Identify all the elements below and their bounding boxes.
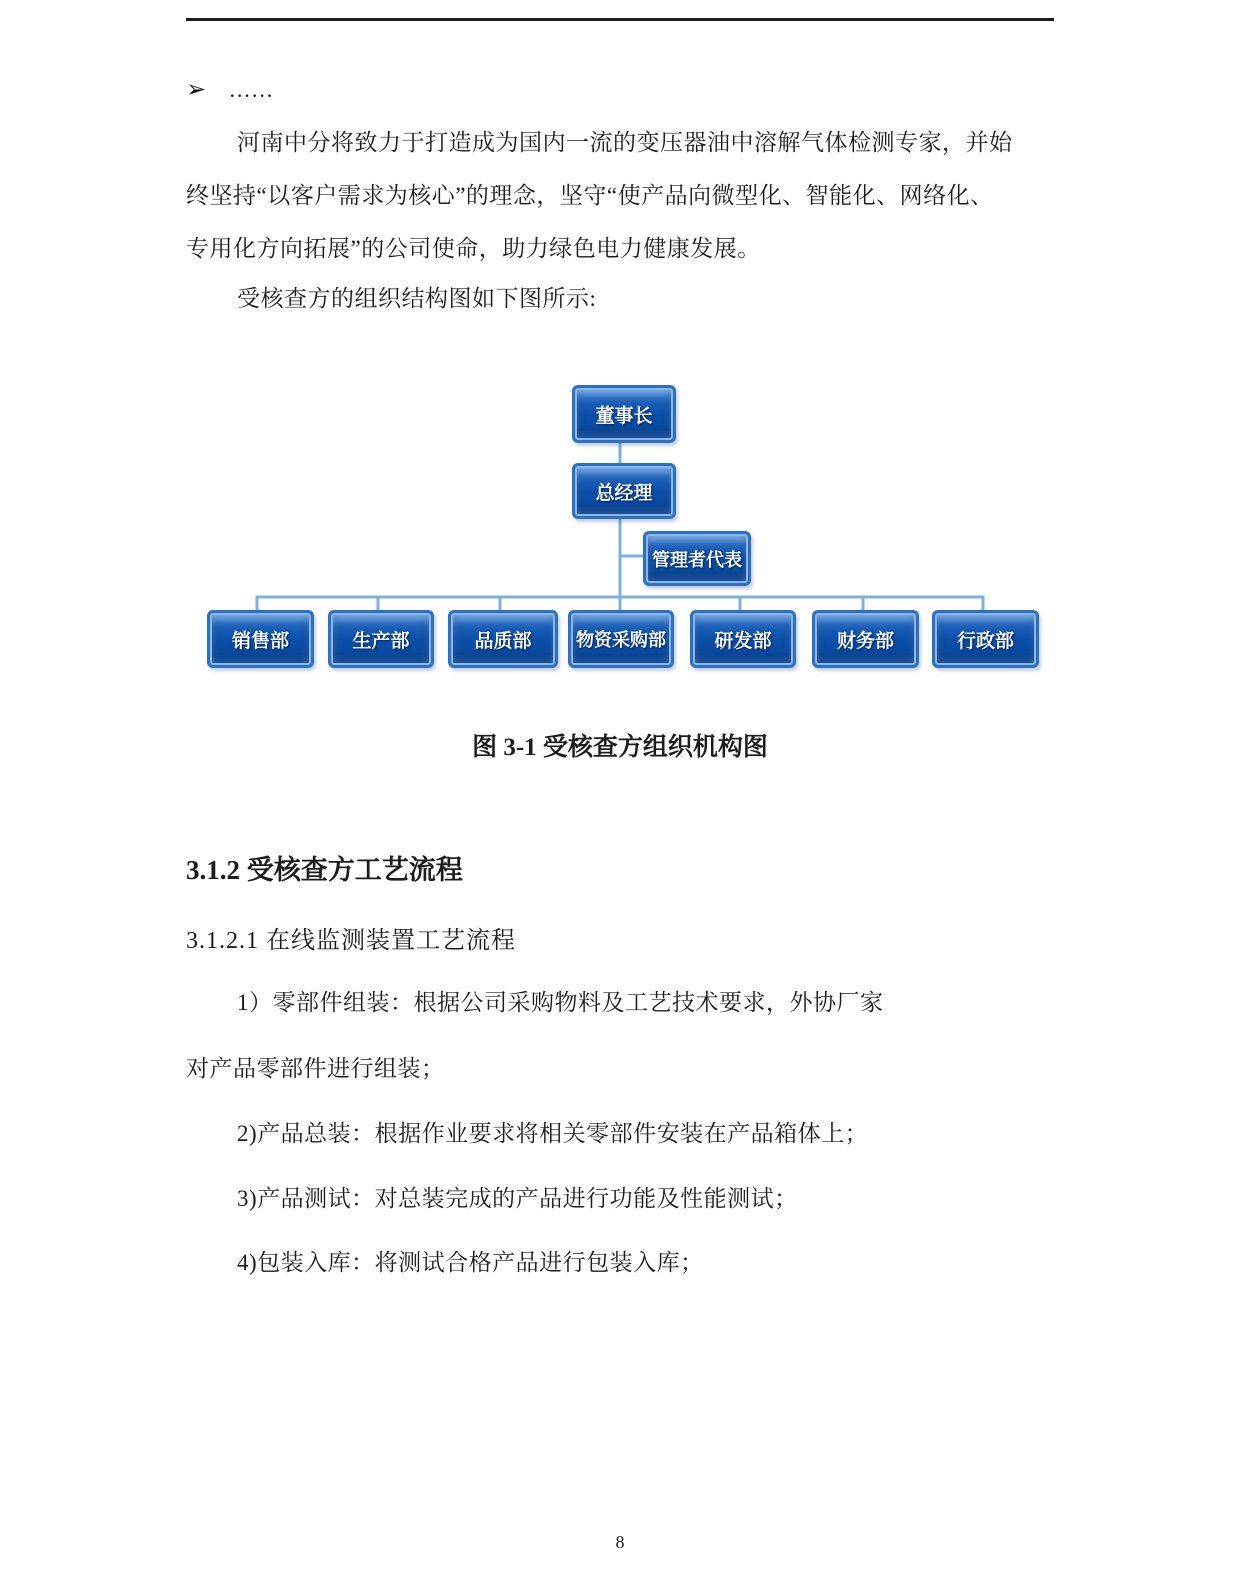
org-node-general-manager: 总经理	[572, 463, 676, 519]
intro-paragraph-line-2: 终坚持“以客户需求为核心”的理念，坚守“使产品向微型化、智能化、网络化、	[186, 183, 994, 208]
page-number: 8	[615, 1532, 625, 1552]
bullet-item	[186, 74, 1066, 105]
org-node-management-rep: 管理者代表	[643, 531, 751, 586]
arrow-bullet-icon: ➢	[186, 75, 207, 103]
process-step-1-line-1: 1）零部件组装：根据公司采购物料及工艺技术要求，外协厂家	[237, 990, 884, 1015]
org-node-dept-quality: 品质部	[448, 610, 558, 668]
org-node-dept-procurement: 物资采购部	[568, 610, 674, 668]
intro-paragraph-line-3: 专用化方向拓展”的公司使命，助力绿色电力健康发展。	[186, 236, 761, 261]
process-step-2: 2)产品总装：根据作业要求将相关零部件安装在产品箱体上；	[237, 1121, 869, 1146]
process-step-4: 4)包装入库：将测试合格产品进行包装入库；	[237, 1250, 704, 1275]
org-node-dept-rd: 研发部	[690, 610, 796, 668]
org-node-dept-sales: 销售部	[207, 610, 314, 668]
figure-caption: 图 3-1 受核查方组织机构图	[472, 734, 768, 761]
org-chart-intro: 受核查方的组织结构图如下图所示:	[237, 286, 597, 311]
header-rule	[186, 18, 1054, 21]
section-subheading: 3.1.2.1 在线监测装置工艺流程	[186, 928, 516, 954]
bullet-text: ……	[228, 77, 274, 102]
org-chart	[186, 370, 1054, 670]
org-node-dept-admin: 行政部	[932, 610, 1039, 668]
intro-paragraph-line-1: 河南中分将致力于打造成为国内一流的变压器油中溶解气体检测专家，并始	[237, 130, 1013, 155]
org-node-dept-production: 生产部	[328, 610, 434, 668]
process-step-3: 3)产品测试：对总装完成的产品进行功能及性能测试；	[237, 1186, 798, 1211]
section-heading: 3.1.2 受核查方工艺流程	[186, 855, 463, 885]
org-node-dept-finance: 财务部	[812, 610, 919, 668]
process-step-1-line-2: 对产品零部件进行组装；	[186, 1056, 445, 1081]
org-node-chairman: 董事长	[572, 385, 676, 443]
